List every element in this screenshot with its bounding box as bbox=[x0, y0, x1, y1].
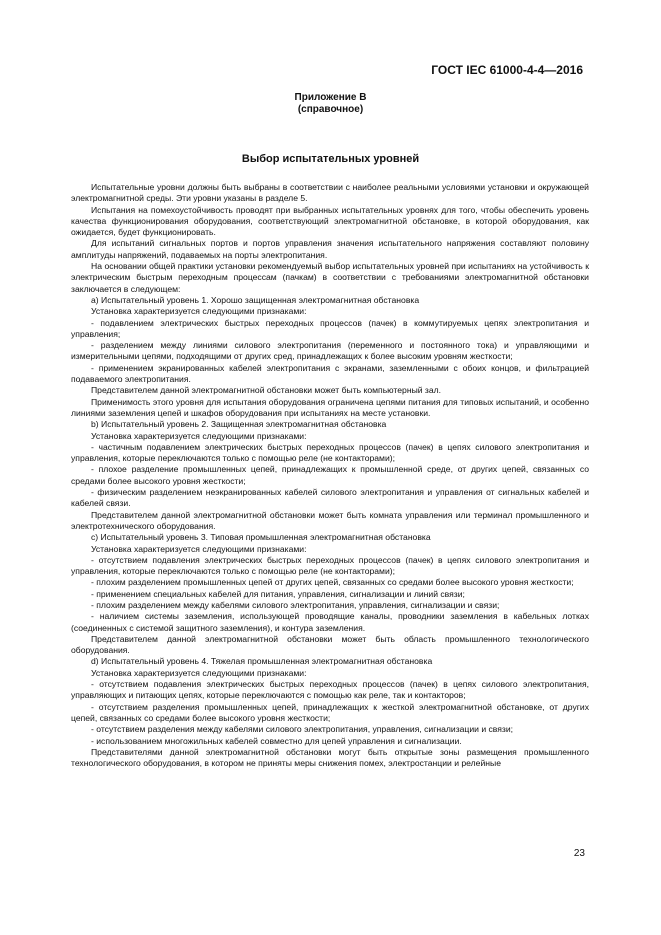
paragraph: - плохим разделением между кабелями силового электропитания, управления, сигнализации и связи; bbox=[91, 599, 500, 610]
paragraph: - отсутствием разделения между кабелями силового электропитания, управления, сигнализации и связи; bbox=[91, 724, 514, 735]
paragraph: - применением специальных кабелей для питания, управления, сигнализации и линий связи; bbox=[91, 588, 465, 599]
paragraph: c) Испытательный уровень 3. Типовая промышленная электромагнитная обстановка bbox=[91, 532, 431, 543]
page-number: 23 bbox=[573, 848, 585, 859]
paragraph: - отсутствием разделения промышленных цепей, принадлежащих к жесткой электромагнитной обстановке, от других цепей, связанных со средами более высокого уровня жесткости; bbox=[71, 701, 589, 723]
paragraph: d) Испытательный уровень 4. Тяжелая промышленная электромагнитная обстановка bbox=[91, 656, 433, 667]
paragraph: Установка характеризуется следующими признаками: bbox=[91, 306, 307, 317]
paragraph: Установка характеризуется следующими признаками: bbox=[91, 667, 307, 678]
paragraph: - отсутствием подавления электрических быстрых переходных процессов (пачек) в цепях силового электропитания, управляющих и питающих цепях, которые переключаются с помощью как реле, так и контакторов; bbox=[71, 679, 589, 701]
section-title: Выбор испытательных уровней bbox=[241, 153, 420, 165]
appendix-subtitle: (справочное) bbox=[297, 104, 364, 115]
paragraph: Представителями данной электромагнитной обстановки могут быть открытые зоны размещения промышленного технологического оборудования, в котором не приняты меры снижения помех, электростанции и релейные bbox=[71, 746, 589, 769]
paragraph: Для испытаний сигнальных портов и портов управления значения испытательного напряжения составляют половину амплитуды напряжений, подаваемых на порты электропитания. bbox=[71, 238, 589, 260]
document-code: ГОСТ IEC 61000-4-4—2016 bbox=[431, 63, 583, 77]
paragraph: На основании общей практики установки рекомендуемый выбор испытательных уровней при испытаниях на устойчивость к электрическим быстрым переходным процессам (пачкам) в соответствии с требованиями электромагнитной обстановки заключается в следующем: bbox=[71, 261, 589, 294]
paragraph: - физическим разделением неэкранированных кабелей силового электропитания и управления от сигнальных кабелей и кабелей связи. bbox=[71, 487, 589, 509]
paragraph: - использованием многожильных кабелей совместно для цепей управления и сигнализации. bbox=[91, 735, 462, 746]
paragraph: - плохое разделение промышленных цепей, принадлежащих к промышленной среде, от других цепей, связанных со средами более высокого уровня жесткости; bbox=[71, 464, 589, 486]
paragraph: - плохим разделением промышленных цепей от других цепей, связанных со средами более высокого уровня жесткости; bbox=[91, 577, 574, 588]
paragraph: - отсутствием подавления электрических быстрых переходных процессов (пачек) в цепях силового электропитания и управления, которые переключаются только с помощью реле (не контакторами); bbox=[71, 554, 589, 577]
paragraph: b) Испытательный уровень 2. Защищенная электромагнитная обстановка bbox=[91, 419, 387, 430]
paragraph: Применимость этого уровня для испытания оборудования ограничена цепями питания для типовых испытаний, и особенно линиями заземления цепей и шкафов оборудования при испытаниях на месте установки. bbox=[71, 396, 589, 418]
paragraph: Установка характеризуется следующими признаками: bbox=[91, 543, 307, 554]
paragraph: - применением экранированных кабелей электропитания с экранами, заземленными с обоих концов, и фильтрацией подаваемого электропитания. bbox=[71, 362, 589, 385]
paragraph: - частичным подавлением электрических быстрых переходных процессов (пачек) в цепях силового электропитания и управления, которые переключаются только с помощью реле (не контакторами); bbox=[71, 441, 589, 464]
paragraph: - наличием системы заземления, использующей проводящие каналы, проводники заземления в кабельных лотках (соединенных с системой защитного заземления), и контура заземления. bbox=[71, 611, 589, 633]
appendix-heading bbox=[0, 92, 661, 116]
paragraph: а) Испытательный уровень 1. Хорошо защищенная электромагнитная обстановка bbox=[91, 294, 420, 305]
appendix-title: Приложение В bbox=[294, 92, 367, 103]
body-text bbox=[71, 182, 589, 769]
paragraph: - разделением между линиями силового электропитания (переменного и постоянного тока) и управляющими и измерительными цепями, подходящими от других сред, принадлежащих к более высоким уровням жесткости; bbox=[71, 340, 589, 362]
paragraph: Представителем данной электромагнитной обстановки может быть комната управления или терминал промышленного и электротехнического оборудования. bbox=[71, 509, 589, 531]
paragraph: Представителем данной электромагнитной обстановки может быть компьютерный зал. bbox=[91, 385, 442, 396]
paragraph: Представителем данной электромагнитной обстановки может быть область промышленного технологического оборудования. bbox=[71, 633, 589, 656]
paragraph: Установка характеризуется следующими признаками: bbox=[91, 430, 307, 441]
paragraph: - подавлением электрических быстрых переходных процессов (пачек) в коммутируемых цепях электропитания и управления; bbox=[71, 317, 589, 339]
paragraph: Испытательные уровни должны быть выбраны в соответствии с наиболее реальными условиями установки и окружающей электромагнитной среды. Эти уровни указаны в разделе 5. bbox=[71, 182, 589, 204]
paragraph: Испытания на помехоустойчивость проводят при выбранных испытательных уровнях для того, чтобы обеспечить уровень качества функционирования оборудования, соответствующий электромагнитной обстановке, в которой оборудования, как ожидается, будет функционировать. bbox=[71, 204, 589, 238]
